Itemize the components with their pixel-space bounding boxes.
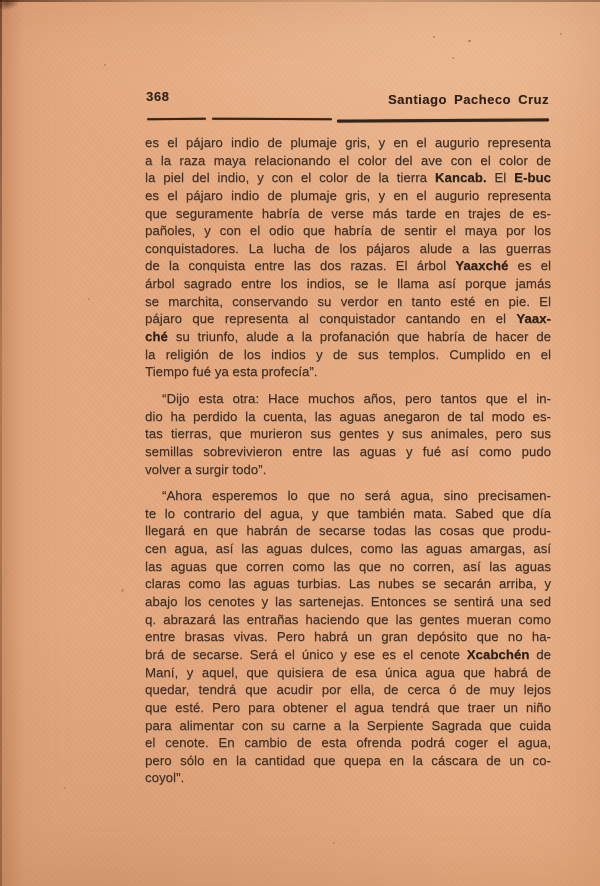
text-line <box>145 152 551 170</box>
header-rule-segment <box>337 118 549 122</box>
bold-term: Yaaxché <box>455 258 509 274</box>
paper-speck <box>421 716 423 718</box>
text-segment: el cenote. En cambio de esta ofrenda podrá coger el agua, <box>145 735 551 751</box>
page-number: 368 <box>146 89 170 104</box>
text-segment: entre brasas vivas. Pero habrá un gran depósito que no ha- <box>145 629 551 645</box>
text-line <box>145 257 551 275</box>
paper-speck <box>238 402 240 404</box>
text-line <box>145 487 551 505</box>
paper-speck <box>121 589 124 592</box>
text-segment: “Ahora esperemos lo que no será agua, sino precisamen- <box>162 488 551 504</box>
text-segment: pero sólo en la cantidad que quepa en la cáscara de un co- <box>145 752 551 768</box>
text-line <box>145 346 551 364</box>
text-segment: Tiempo fué ya esta profecía”. <box>145 364 318 380</box>
text-line <box>145 505 551 523</box>
text-line <box>145 275 551 293</box>
text-segment: de la conquista entre las dos razas. El árbol <box>145 258 456 274</box>
text-segment: para alimentar con su carne a la Serpiente Sagrada que cuida <box>145 717 551 733</box>
text-segment: volver a surgir todo”. <box>145 461 267 477</box>
text-line <box>145 390 551 408</box>
text-segment: coyol”. <box>145 770 185 786</box>
text-segment: quedar, tendrá que acudir por ella, de cerca ó de muy lejos <box>145 682 551 698</box>
text-segment: q. abrazará las entrañas haciendo que las gentes mueran como <box>145 611 551 627</box>
text-line <box>145 408 551 426</box>
paper-speck <box>104 64 106 66</box>
text-segment: de <box>529 646 551 662</box>
text-segment: las aguas que corren como las que no corren, así las aguas <box>145 558 551 574</box>
text-line <box>145 169 551 187</box>
text-segment: semillas sobrevivieron entre las aguas y fué así como pudo <box>145 443 551 459</box>
text-segment: pañoles, y con el odio que habría de sentir el maya por los <box>145 223 551 239</box>
text-segment: tas tierras, que murieron sus gentes y sus animales, pero sus <box>145 426 551 442</box>
paragraph <box>145 487 551 787</box>
text-line <box>145 699 551 717</box>
text-line <box>145 575 551 593</box>
paragraph <box>145 390 551 478</box>
paper-speck <box>452 57 454 59</box>
bold-term: Yaax- <box>516 311 551 327</box>
header-rule-segment <box>147 118 206 120</box>
text-segment: “Dijo esta otra: Hace muchos años, pero tantos que el in- <box>162 390 551 406</box>
text-segment: pájaro que representa al conquistador cantando en el <box>145 311 517 327</box>
text-segment: te lo contrario del agua, y que también mata. Sabed que día <box>145 505 551 521</box>
text-segment: El <box>486 170 515 186</box>
paper-speck <box>433 36 435 38</box>
paper-speck <box>64 787 66 789</box>
scan-corner-blot <box>0 0 21 13</box>
text-line <box>145 681 551 699</box>
text-line <box>145 628 551 646</box>
text-segment: llegará en que habrán de secarse todas las cosas que produ- <box>145 523 551 539</box>
paragraph <box>145 134 551 381</box>
text-line <box>145 443 551 461</box>
text-segment: brá de secarse. Será el único y ese es el cenote <box>145 646 467 662</box>
text-line <box>145 540 551 558</box>
text-line <box>145 461 551 479</box>
scan-top-edge-shadow <box>0 0 600 2</box>
text-line <box>145 425 551 443</box>
text-line <box>145 222 551 240</box>
text-line <box>145 310 551 328</box>
bold-term: ché <box>145 329 168 345</box>
running-head: Santiago Pacheco Cruz <box>388 92 549 107</box>
text-line <box>145 293 551 311</box>
text-segment: árbol sagrado entre los indios, se le llama así porque jamás <box>145 276 551 292</box>
header-rule-segment <box>212 118 332 121</box>
paper-speck <box>515 246 517 248</box>
text-segment: la religión de los indios y de sus templos. Cumplido en el <box>145 346 551 362</box>
text-line <box>145 134 551 152</box>
text-line <box>145 187 551 205</box>
paper-speck <box>468 40 471 42</box>
text-segment: conquistadores. La lucha de los pájaros alude a las guerras <box>145 240 551 256</box>
text-line <box>145 734 551 752</box>
paper-speck <box>88 298 90 300</box>
text-segment: la piel del indio, y con el color de la tierra <box>145 170 435 186</box>
text-segment: abajo los cenotes y las sartenejas. Entonces se sentirá una sed <box>145 594 551 610</box>
paper-speck <box>333 842 335 844</box>
text-segment: dio ha perdido la cuenta, las aguas anegaron de tal modo es- <box>145 408 551 424</box>
text-segment: que seguramente habría de verse más tarde en trajes de es- <box>145 205 551 221</box>
paper-speck <box>545 705 547 707</box>
text-segment: se marchita, conservando su verdor en tanto esté en pie. El <box>145 293 551 309</box>
text-segment: es el pájaro indio de plumaje gris, y en el augurio representa <box>145 135 551 150</box>
text-line <box>145 205 551 223</box>
text-segment: cen agua, así las aguas dulces, como las aguas amargas, así <box>145 541 551 557</box>
text-line <box>145 646 551 664</box>
text-line <box>145 328 551 346</box>
text-line <box>145 664 551 682</box>
text-segment: es el <box>508 258 551 274</box>
text-segment: Maní, y aquel, que quisiera de esa única agua que habrá de <box>145 664 551 680</box>
body-text <box>145 134 551 787</box>
text-line <box>145 593 551 611</box>
bold-term: Xcabchén <box>466 646 530 662</box>
bold-term: E-buc <box>514 170 551 186</box>
text-line <box>145 363 551 381</box>
paper-speck <box>560 33 562 35</box>
text-segment: claras como las aguas turbias. Las nubes se secarán arriba, y <box>145 576 551 592</box>
scan-left-edge-shadow <box>0 0 2 886</box>
text-line <box>145 240 551 258</box>
text-segment: a la raza maya relacionando el color del ave con el color de <box>145 152 551 168</box>
text-line <box>145 558 551 576</box>
bold-term: Kancab. <box>434 170 487 186</box>
text-line <box>145 522 551 540</box>
text-line <box>145 752 551 770</box>
text-segment: su triunfo, alude a la profanación que habría de hacer de <box>167 329 551 345</box>
text-line <box>145 769 551 787</box>
text-segment: es el pájaro indio de plumaje gris, y en el augurio representa <box>145 187 551 203</box>
text-line <box>145 717 551 735</box>
text-line <box>145 611 551 629</box>
text-segment: que esté. Pero para obtener el agua tendrá que traer un niño <box>145 699 551 715</box>
